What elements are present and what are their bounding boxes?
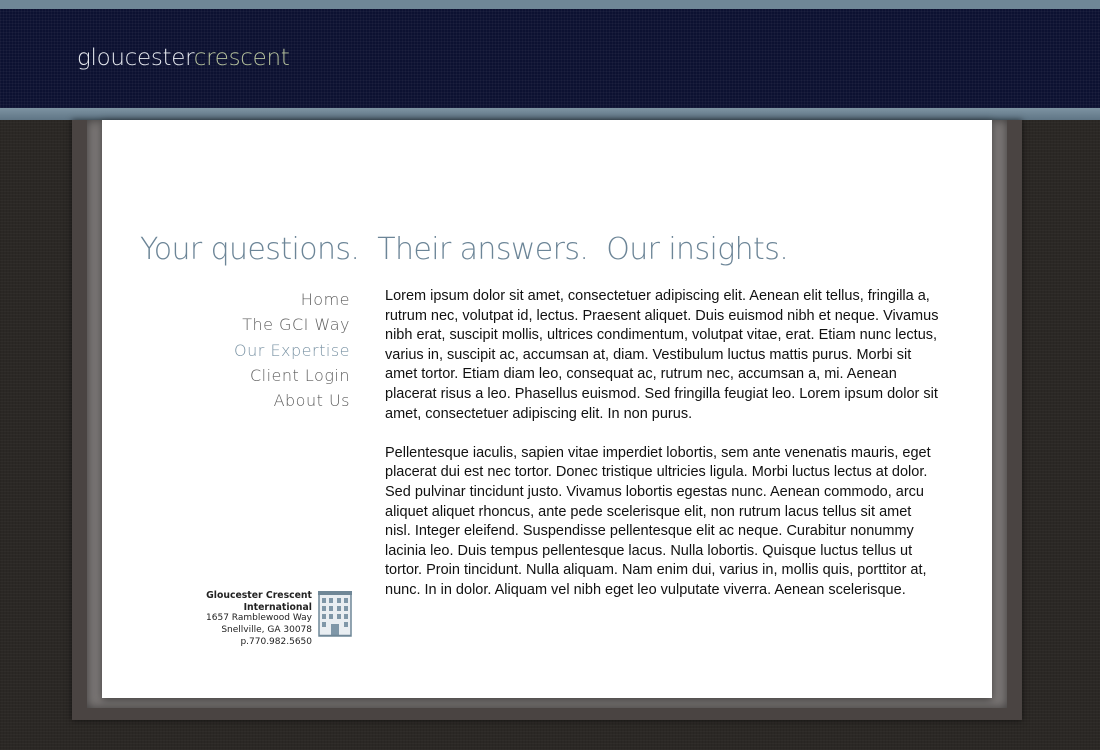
nav-item-client-login[interactable]: Client Login xyxy=(249,365,350,385)
nav-item-our-expertise[interactable]: Our Expertise xyxy=(234,340,350,360)
main-nav xyxy=(140,287,350,413)
logo-word-gloucester: gloucester xyxy=(77,45,194,71)
site-logo[interactable] xyxy=(77,43,289,73)
address-street: 1657 Ramblewood Way xyxy=(206,613,312,624)
address-phone: p.770.982.5650 xyxy=(240,636,312,647)
building-icon xyxy=(318,591,352,637)
body-text xyxy=(385,287,940,620)
nav-item-home[interactable]: Home xyxy=(300,290,350,309)
content-page xyxy=(102,120,992,698)
logo-word-crescent: crescent xyxy=(193,45,290,71)
site-header xyxy=(0,0,1100,120)
address-company: Gloucester Crescent International xyxy=(206,590,312,613)
body-paragraph: Pellentesque iaculis, sapien vitae imperdiet lobortis, sem ante venenatis mauris, eget placerat dui est nec tortor. Donec tristique ultricies ligula. Morbi luctus lectus at dolor. Sed pulvinar tincidunt justo. Vivamus lobortis egestas nunc. Aenean commodo, arcu aliquet aliquet rhoncus, ante pede scelerisque elit, non rutrum lacus tellus sit amet nisl. Integer eleifend. Suspendisse pellentesque elit ac neque. Curabitur nonummy lacinia leo. Duis tempus pellentesque lacus. Nulla lobortis. Quisque luctus tellus ut tortor. Proin tincidunt. Nulla aliquam. Nam enim dui, varius in, mollis quis, porttitor at, nunc. In in dolor. Aliquam vel nibh eget leo vulputate viverra. Aenean scelerisque. xyxy=(385,444,931,598)
header-bottom-band xyxy=(0,108,1100,120)
contact-address xyxy=(142,590,312,649)
address-city: Snellville, GA 30078 xyxy=(221,625,312,636)
nav-item-gci-way[interactable]: The GCI Way xyxy=(242,315,350,335)
nav-item-about-us[interactable]: About Us xyxy=(273,391,350,411)
page-tagline: Your questions. Their answers. Our insights. xyxy=(140,232,789,267)
body-paragraph: Lorem ipsum dolor sit amet, consectetuer adipiscing elit. Aenean elit tellus, fringilla a, rutrum nec, volutpat id, lectus. Praesent aliquet. Duis euismod nibh et neque. Vivamus nibh erat, suscipit mollis, ultrices condimentum, volutpat vitae, erat. Etiam nunc lectus, varius in, suscipit ac, accumsan at, diam. Vestibulum luctus mattis purus. Morbi sit amet tortor. Etiam diam leo, consequat ac, rutrum nec, accumsan a, mi. Aenean placerat risus a leo. Phasellus euismod. Sed fringilla feugiat leo. Lorem ipsum dolor sit amet, consectetuer adipiscing elit. In non purus. xyxy=(385,288,939,422)
